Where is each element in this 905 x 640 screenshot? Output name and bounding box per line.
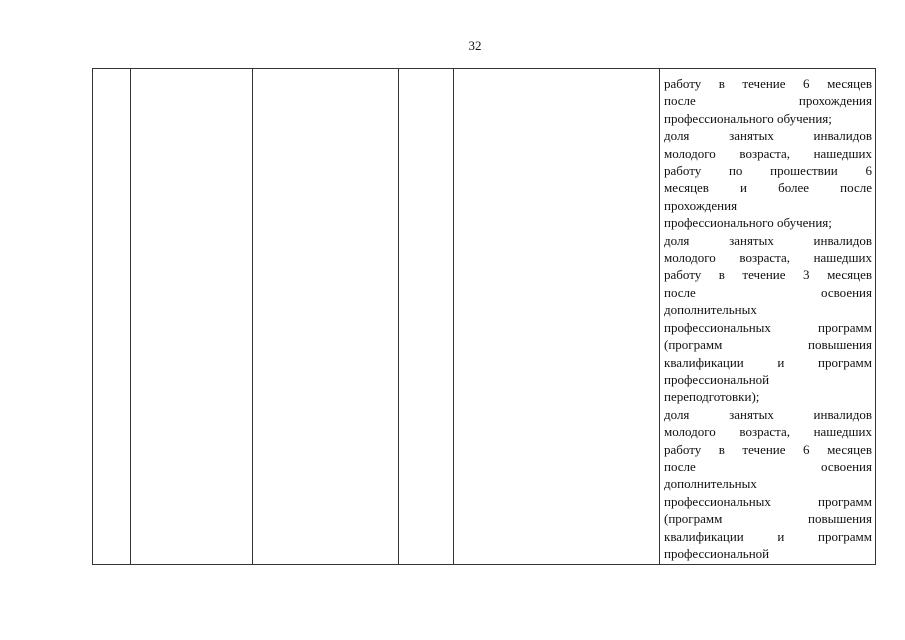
- text-word: и: [777, 528, 785, 544]
- text-word: течение: [742, 441, 786, 457]
- table-row: [93, 69, 876, 565]
- text-word: после: [664, 458, 696, 474]
- table-cell-indicators: [660, 69, 876, 565]
- text-word: прохождения: [798, 93, 872, 109]
- indicator-text: [660, 69, 875, 562]
- text-word: занятых: [729, 406, 774, 422]
- text-line: [664, 406, 872, 423]
- text-word: прошествии: [770, 163, 838, 179]
- text-word: возраста,: [739, 250, 790, 266]
- text-line: [664, 232, 872, 249]
- text-line: [664, 162, 872, 179]
- page-number: 32: [468, 38, 482, 53]
- text-word: квалификации: [664, 354, 744, 370]
- text-word: доля: [664, 232, 690, 248]
- text-word: в: [718, 267, 725, 283]
- text-word: течение: [742, 76, 786, 91]
- text-line: дополнительных: [664, 476, 757, 492]
- text-line: [664, 249, 872, 266]
- text-word: течение: [742, 267, 786, 283]
- text-word: 6: [865, 163, 872, 179]
- text-word: более: [778, 180, 810, 196]
- text-word: после: [664, 93, 696, 109]
- text-word: занятых: [729, 232, 774, 248]
- text-word: инвалидов: [813, 232, 872, 248]
- text-word: доля: [664, 406, 690, 422]
- table-cell-empty: [454, 69, 660, 565]
- text-line: [664, 266, 872, 283]
- text-word: нашедших: [813, 145, 872, 161]
- text-line: [664, 92, 872, 109]
- text-line: [664, 319, 872, 336]
- document-table: [92, 68, 876, 565]
- text-word: в: [718, 441, 725, 457]
- text-word: после: [840, 180, 872, 196]
- text-word: молодого: [664, 145, 716, 161]
- text-word: профессиональных: [664, 319, 771, 335]
- text-word: освоения: [821, 284, 872, 300]
- text-word: месяцев: [664, 180, 709, 196]
- text-word: месяцев: [827, 441, 872, 457]
- text-word: программ: [817, 319, 872, 335]
- text-word: в: [718, 76, 725, 91]
- text-word: 3: [803, 267, 810, 283]
- text-word: молодого: [664, 424, 716, 440]
- text-word: молодого: [664, 250, 716, 266]
- table-cell-empty: [93, 69, 131, 565]
- text-word: нашедших: [813, 250, 872, 266]
- text-line: [664, 179, 872, 196]
- text-word: (программ: [664, 337, 723, 353]
- text-line: профессионального обучения;: [664, 110, 832, 126]
- text-word: 6: [803, 441, 810, 457]
- text-word: месяцев: [827, 267, 872, 283]
- text-line: [664, 284, 872, 301]
- text-word: освоения: [821, 458, 872, 474]
- text-word: программ: [817, 493, 872, 509]
- text-word: месяцев: [827, 76, 872, 91]
- table-cell-empty: [399, 69, 454, 565]
- text-line: [664, 336, 872, 353]
- text-line: [664, 528, 872, 545]
- text-line: [664, 423, 872, 440]
- text-word: повышения: [807, 511, 872, 527]
- text-word: возраста,: [739, 424, 790, 440]
- text-line: [664, 493, 872, 510]
- text-word: работу: [664, 76, 702, 91]
- text-word: и: [740, 180, 747, 196]
- text-word: после: [664, 284, 696, 300]
- text-word: нашедших: [813, 424, 872, 440]
- text-word: повышения: [807, 337, 872, 353]
- text-word: занятых: [729, 128, 774, 144]
- text-line: [664, 458, 872, 475]
- text-line: профессионального обучения;: [664, 215, 832, 231]
- text-word: 6: [803, 76, 810, 91]
- table-cell-empty: [253, 69, 399, 565]
- text-word: работу: [664, 163, 702, 179]
- text-line: [664, 145, 872, 162]
- text-line: профессиональной: [664, 545, 770, 561]
- table-cell-empty: [131, 69, 253, 565]
- text-line: прохождения: [664, 197, 738, 213]
- text-word: и: [777, 354, 785, 370]
- text-line: переподготовки);: [664, 389, 760, 405]
- text-word: работу: [664, 441, 702, 457]
- text-line: [664, 75, 872, 92]
- text-word: инвалидов: [813, 406, 872, 422]
- text-word: работу: [664, 267, 702, 283]
- text-word: квалификации: [664, 528, 744, 544]
- text-word: возраста,: [739, 145, 790, 161]
- text-line: [664, 127, 872, 144]
- text-word: по: [728, 163, 743, 179]
- text-word: программ: [817, 528, 872, 544]
- text-line: [664, 510, 872, 527]
- text-word: доля: [664, 128, 690, 144]
- text-word: (программ: [664, 511, 723, 527]
- text-word: профессиональных: [664, 493, 771, 509]
- text-line: профессиональной: [664, 371, 770, 387]
- text-line: [664, 354, 872, 371]
- text-line: [664, 441, 872, 458]
- text-word: программ: [817, 354, 872, 370]
- text-word: инвалидов: [813, 128, 872, 144]
- text-line: дополнительных: [664, 302, 757, 318]
